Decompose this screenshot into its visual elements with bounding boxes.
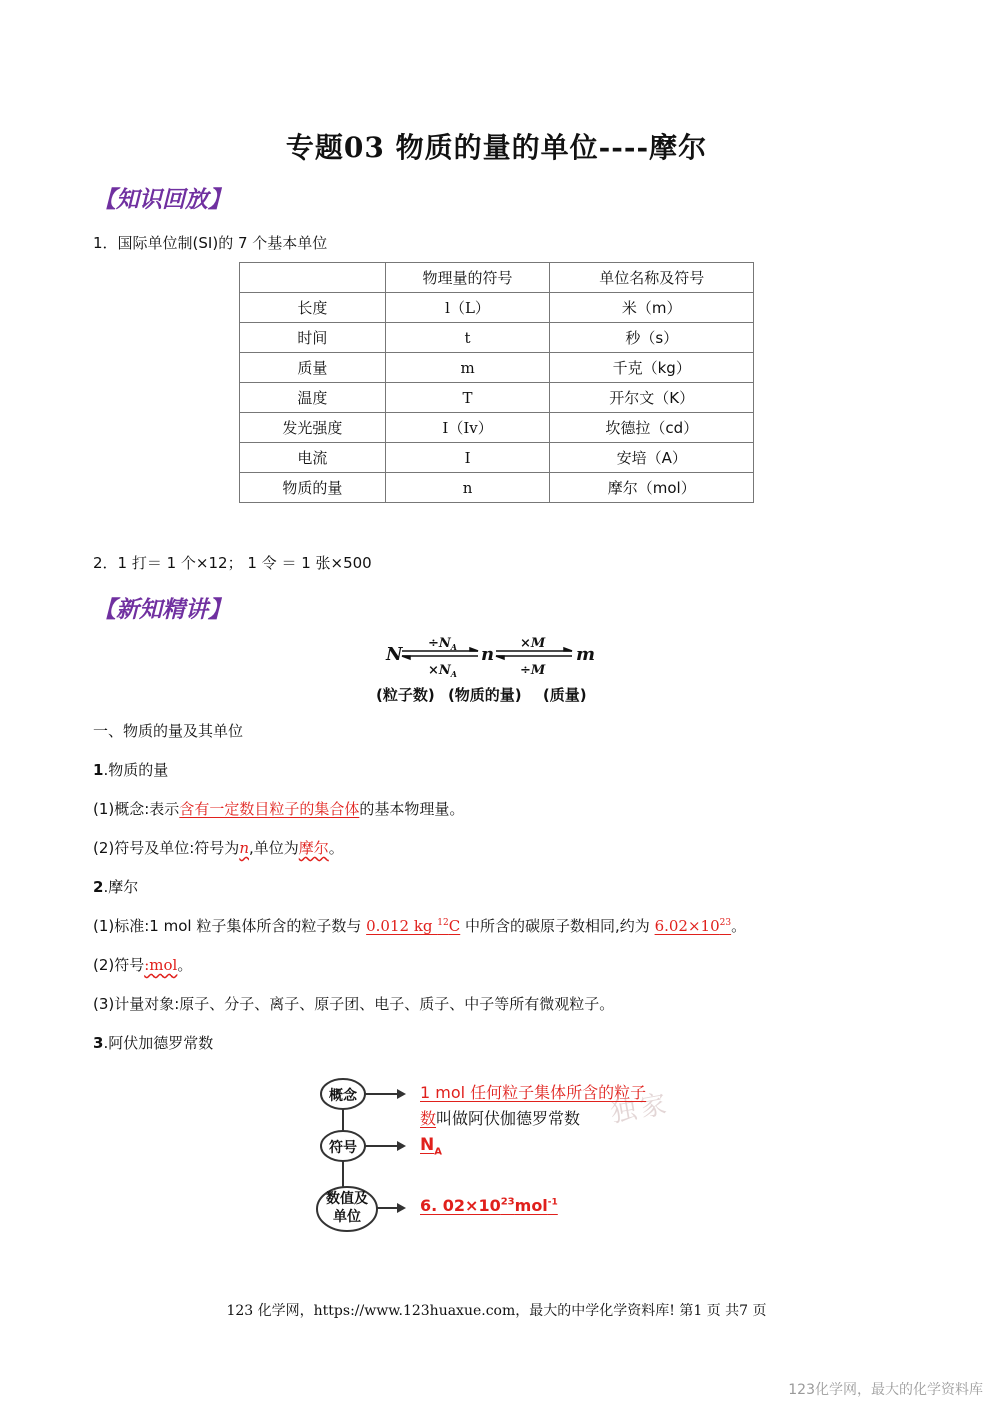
table-cell: I xyxy=(385,443,550,473)
table-cell: 米（m） xyxy=(550,293,754,323)
label-particles: (粒子数) xyxy=(376,686,435,704)
label-mass: (质量) xyxy=(542,686,587,704)
part1-heading: 一、物质的量及其单位 xyxy=(93,722,244,740)
sym-answer: :mol xyxy=(144,956,178,974)
table-cell: t xyxy=(385,323,550,353)
concept-answer: 含有一定数目粒子的集合体 xyxy=(179,800,360,818)
label-div-NA: $\div N_A$ xyxy=(428,636,457,652)
s2-standard: (1)标准:1 mol 粒子集体所含的粒子数与 0.012 kg $^{12}$C 中所含的碳原子数相同,约为 $6.02\times 10^{23}$。 xyxy=(93,917,747,935)
s2-symbol: (2)符号:mol。 xyxy=(93,956,193,974)
avogadro-concept-map xyxy=(310,1068,690,1238)
s2-objects: (3)计量对象:原子、分子、离子、原子团、电子、质子、中子等所有微观粒子。 xyxy=(93,995,615,1013)
table-cell: 温度 xyxy=(240,383,386,413)
symbol-answer: n xyxy=(239,839,249,857)
conversion-diagram xyxy=(376,628,620,713)
item-si-units: 1．国际单位制(SI)的 7 个基本单位 xyxy=(93,234,328,252)
table-row xyxy=(240,353,754,383)
table-header-cell xyxy=(240,263,386,293)
symbol-n: n xyxy=(481,644,495,665)
label-amount: (物质的量) xyxy=(447,686,522,704)
s1-concept: (1)概念:表示含有一定数目粒子的集合体的基本物理量。 xyxy=(93,800,465,818)
section-heading-new-knowledge: 【新知精讲】 xyxy=(93,596,231,623)
table-header-cell: 物理量的符号 xyxy=(385,263,550,293)
table-cell: 长度 xyxy=(240,293,386,323)
page-footer: 123 化学网，https://www.123huaxue.com，最大的中学化学资料库! 第1 页 共7 页 xyxy=(226,1303,767,1319)
table-cell: 安培（A） xyxy=(550,443,754,473)
avogadro-value: 6. $02\times 10^{23}mol^{-1}$ xyxy=(420,1196,558,1215)
table-cell: 电流 xyxy=(240,443,386,473)
watermark-stamp: 独家 xyxy=(608,1088,673,1129)
symbol-m: m xyxy=(576,644,596,665)
site-watermark: 123化学网，最大的化学资料库 xyxy=(788,1382,983,1398)
table-cell: 摩尔（mol） xyxy=(550,473,754,503)
item-counting-units: 2．1 打＝ 1 个×12； 1 令 ＝ 1 张×500 xyxy=(93,554,372,572)
table-row xyxy=(240,413,754,443)
table-cell: 发光强度 xyxy=(240,413,386,443)
node-symbol: 符号 xyxy=(329,1140,357,1156)
node-concept: 概念 xyxy=(329,1088,357,1104)
table-cell: 质量 xyxy=(240,353,386,383)
std-answer: 0.012 kg $^{12}$C xyxy=(366,917,461,935)
label-mul-NA: $\times N_A$ xyxy=(428,663,457,679)
table-cell: 坎德拉（cd） xyxy=(550,413,754,443)
s2-heading: 2.摩尔 xyxy=(93,878,139,896)
unit-answer: 摩尔 xyxy=(298,839,329,857)
table-cell: 千克（kg） xyxy=(550,353,754,383)
table-header-row xyxy=(240,263,754,293)
section-heading-review: 【知识回放】 xyxy=(93,186,231,213)
avogadro-definition: 1 mol 任何粒子集体所含的粒子 xyxy=(420,1083,647,1102)
table-row xyxy=(240,323,754,353)
table-cell: n xyxy=(385,473,550,503)
table-cell: 秒（s） xyxy=(550,323,754,353)
std-value: $6.02\times 10^{23}$ xyxy=(654,917,732,935)
s1-heading: 1.物质的量 xyxy=(93,761,169,779)
avogadro-definition-line2: 数叫做阿伏伽德罗常数 xyxy=(420,1109,581,1128)
table-header-cell: 单位名称及符号 xyxy=(550,263,754,293)
page-title: 专题03 物质的量的单位----摩尔 xyxy=(285,131,708,164)
s1-symbol: (2)符号及单位:符号为n,单位为摩尔。 xyxy=(93,839,344,857)
table-row xyxy=(240,443,754,473)
label-mul-M: ×M xyxy=(520,636,546,651)
table-cell: I（Iv） xyxy=(385,413,550,443)
table-row xyxy=(240,383,754,413)
label-div-M: ÷M xyxy=(520,663,546,678)
node-value: 数值及 单位 xyxy=(326,1191,368,1225)
table-cell: T xyxy=(385,383,550,413)
table-cell: 开尔文（K） xyxy=(550,383,754,413)
table-cell: 时间 xyxy=(240,323,386,353)
table-cell: m xyxy=(385,353,550,383)
s3-heading: 3.阿伏加德罗常数 xyxy=(93,1034,214,1052)
si-units-table xyxy=(239,262,754,503)
table-row xyxy=(240,293,754,323)
table-cell: l（L） xyxy=(385,293,550,323)
table-cell: 物质的量 xyxy=(240,473,386,503)
avogadro-symbol: $N_A$ xyxy=(420,1135,442,1158)
symbol-N: N xyxy=(386,644,403,665)
table-row xyxy=(240,473,754,503)
